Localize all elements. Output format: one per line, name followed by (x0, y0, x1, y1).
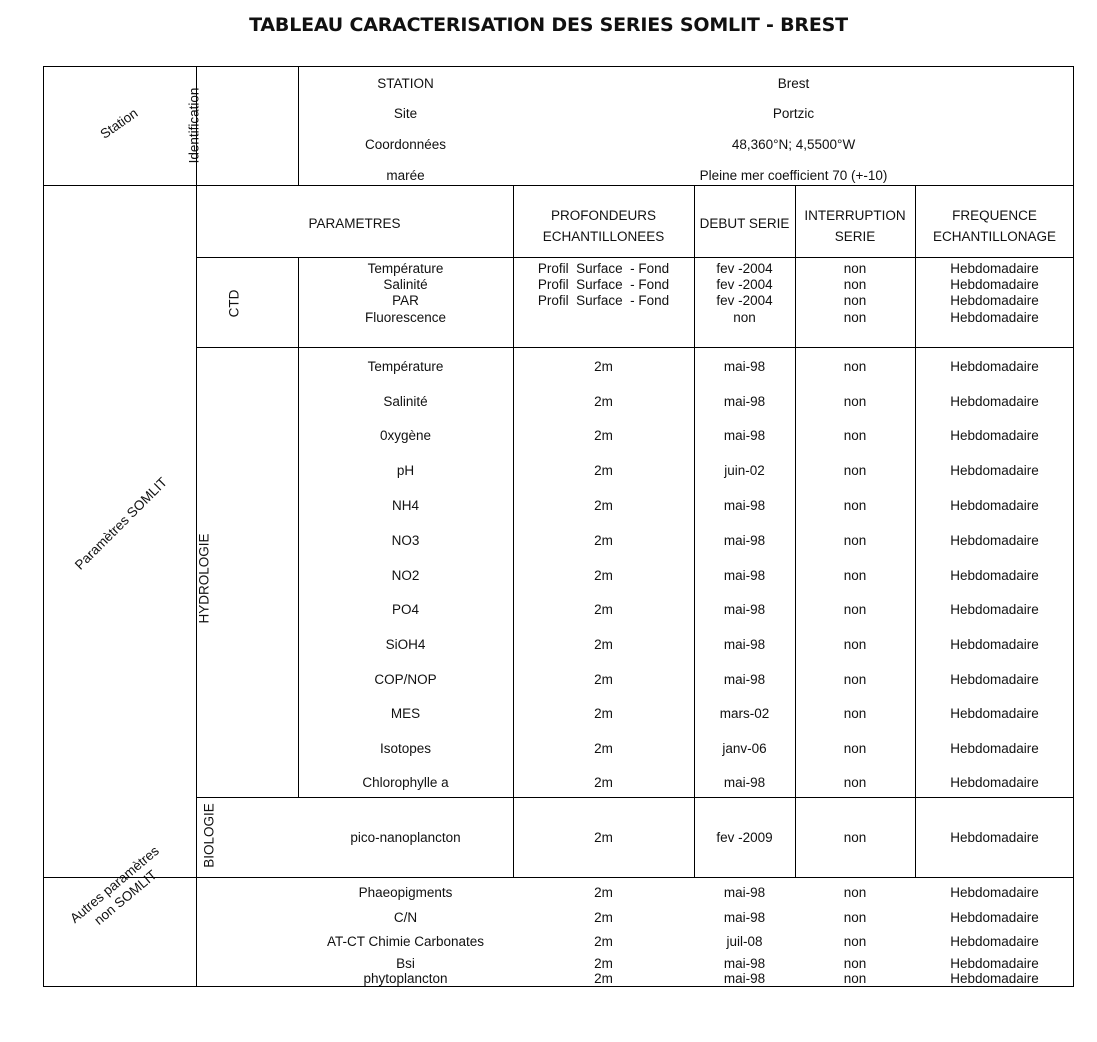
interruption-cell: non (843, 359, 867, 374)
interruption-cell: non (843, 394, 867, 409)
interruption-cell: non (843, 498, 867, 513)
depth-cell: 2m (594, 956, 613, 971)
rule (1073, 66, 1074, 987)
parameter-cell: NO2 (391, 568, 420, 583)
depth-cell: Profil Surface - Fond (537, 277, 670, 292)
parameter-cell: PAR (392, 293, 419, 308)
identification-label: STATION (377, 76, 434, 91)
parameter-cell: COP/NOP (374, 672, 437, 687)
depth-cell: 2m (594, 568, 613, 583)
identification-value: Portzic (772, 106, 815, 121)
interruption-cell: non (843, 277, 867, 292)
interruption-cell: non (843, 533, 867, 548)
start-cell: mai-98 (723, 971, 766, 986)
header-parametres: PARAMETRES (308, 216, 401, 231)
rule (694, 185, 695, 877)
group-label-autres-parametres: Autres paramètres non SOMLIT (67, 843, 162, 928)
parameter-cell: SiOH4 (385, 637, 426, 652)
depth-cell: 2m (594, 637, 613, 652)
start-cell: mai-98 (723, 428, 766, 443)
parameter-cell: pico-nanoplancton (350, 830, 461, 845)
rule (298, 66, 299, 186)
rule (196, 257, 1074, 258)
parameter-cell: Phaeopigments (358, 885, 453, 900)
depth-cell: 2m (594, 602, 613, 617)
depth-cell: Profil Surface - Fond (537, 261, 670, 276)
interruption-cell: non (843, 463, 867, 478)
frequency-cell: Hebdomadaire (950, 672, 1039, 687)
rule (43, 185, 1074, 186)
group-label-parametres-somlit: Paramètres SOMLIT (71, 474, 171, 573)
start-cell: mai-98 (723, 885, 766, 900)
start-cell: mai-98 (723, 498, 766, 513)
frequency-cell: Hebdomadaire (950, 463, 1039, 478)
parameter-cell: NH4 (391, 498, 419, 513)
depth-cell: 2m (594, 910, 613, 925)
identification-value: Brest (777, 76, 810, 91)
start-cell: janv-06 (722, 741, 767, 756)
frequency-cell: Hebdomadaire (950, 293, 1039, 308)
depth-cell: 2m (594, 934, 613, 949)
interruption-cell: non (843, 568, 867, 583)
frequency-cell: Hebdomadaire (950, 885, 1039, 900)
characterisation-table (43, 66, 1074, 987)
parameter-cell: Bsi (396, 956, 415, 971)
start-cell: mai-98 (723, 533, 766, 548)
interruption-cell: non (843, 956, 867, 971)
rule (43, 877, 1074, 878)
start-cell: mai-98 (723, 956, 766, 971)
start-cell: mai-98 (723, 672, 766, 687)
rule (915, 185, 916, 877)
subgroup-label-hydrologie: HYDROLOGIE (196, 533, 212, 624)
parameter-cell: phytoplancton (363, 971, 448, 986)
start-cell: fev -2004 (716, 277, 773, 292)
start-cell: juil-08 (726, 934, 763, 949)
depth-cell: 2m (594, 706, 613, 721)
interruption-cell: non (843, 971, 867, 986)
depth-cell: 2m (594, 672, 613, 687)
depth-cell: 2m (594, 428, 613, 443)
start-cell: fev -2009 (716, 830, 773, 845)
rule (196, 347, 1074, 348)
subgroup-label-identification: Identification (186, 87, 202, 164)
rule (795, 185, 796, 877)
frequency-cell: Hebdomadaire (950, 637, 1039, 652)
start-cell: fev -2004 (716, 293, 773, 308)
frequency-cell: Hebdomadaire (950, 568, 1039, 583)
rule (196, 66, 197, 987)
frequency-cell: Hebdomadaire (950, 533, 1039, 548)
parameter-cell: 0xygène (379, 428, 432, 443)
start-cell: juin-02 (724, 463, 765, 478)
interruption-cell: non (843, 934, 867, 949)
interruption-cell: non (843, 293, 867, 308)
frequency-cell: Hebdomadaire (950, 934, 1039, 949)
interruption-cell: non (843, 637, 867, 652)
identification-label: Coordonnées (364, 137, 447, 152)
start-cell: mai-98 (723, 775, 766, 790)
interruption-cell: non (843, 428, 867, 443)
frequency-cell: Hebdomadaire (950, 277, 1039, 292)
parameter-cell: Température (367, 359, 444, 374)
identification-label: Site (393, 106, 418, 121)
rule (513, 185, 514, 877)
frequency-cell: Hebdomadaire (950, 359, 1039, 374)
frequency-cell: Hebdomadaire (950, 956, 1039, 971)
rule (43, 66, 1074, 67)
parameter-cell: Fluorescence (364, 310, 447, 325)
depth-cell: 2m (594, 775, 613, 790)
depth-cell: 2m (594, 359, 613, 374)
subgroup-label-biologie: BIOLOGIE (201, 803, 217, 868)
parameter-cell: AT-CT Chimie Carbonates (326, 934, 485, 949)
interruption-cell: non (843, 775, 867, 790)
frequency-cell: Hebdomadaire (950, 775, 1039, 790)
start-cell: mai-98 (723, 637, 766, 652)
frequency-cell: Hebdomadaire (950, 428, 1039, 443)
depth-cell: 2m (594, 498, 613, 513)
depth-cell: 2m (594, 533, 613, 548)
frequency-cell: Hebdomadaire (950, 706, 1039, 721)
frequency-cell: Hebdomadaire (950, 830, 1039, 845)
identification-label: marée (386, 168, 425, 183)
start-cell: mai-98 (723, 394, 766, 409)
parameter-cell: Salinité (383, 277, 428, 292)
frequency-cell: Hebdomadaire (950, 602, 1039, 617)
frequency-cell: Hebdomadaire (950, 910, 1039, 925)
rule (196, 797, 1074, 798)
parameter-cell: Isotopes (379, 741, 432, 756)
frequency-cell: Hebdomadaire (950, 261, 1039, 276)
depth-cell: 2m (594, 830, 613, 845)
rule (43, 986, 1074, 987)
rule (298, 257, 299, 797)
interruption-cell: non (843, 830, 867, 845)
depth-cell: 2m (594, 971, 613, 986)
subgroup-label-ctd: CTD (226, 289, 242, 318)
interruption-cell: non (843, 672, 867, 687)
parameter-cell: C/N (393, 910, 418, 925)
rule (43, 66, 44, 987)
start-cell: mai-98 (723, 910, 766, 925)
depth-cell: 2m (594, 885, 613, 900)
page-title: TABLEAU CARACTERISATION DES SERIES SOMLIT - BREST (249, 14, 848, 36)
depth-cell: Profil Surface - Fond (537, 293, 670, 308)
start-cell: mai-98 (723, 568, 766, 583)
start-cell: mai-98 (723, 602, 766, 617)
frequency-cell: Hebdomadaire (950, 310, 1039, 325)
parameter-cell: NO3 (391, 533, 420, 548)
start-cell: non (733, 310, 756, 325)
interruption-cell: non (843, 706, 867, 721)
header-frequence: FREQUENCE ECHANTILLONAGE (932, 208, 1057, 244)
interruption-cell: non (843, 602, 867, 617)
start-cell: mai-98 (723, 359, 766, 374)
frequency-cell: Hebdomadaire (950, 971, 1039, 986)
parameter-cell: Chlorophylle a (362, 775, 449, 790)
frequency-cell: Hebdomadaire (950, 498, 1039, 513)
depth-cell: 2m (594, 394, 613, 409)
start-cell: mars-02 (719, 706, 770, 721)
group-label-station: Station (97, 105, 141, 142)
parameter-cell: MES (390, 706, 421, 721)
parameter-cell: PO4 (391, 602, 419, 617)
interruption-cell: non (843, 261, 867, 276)
frequency-cell: Hebdomadaire (950, 741, 1039, 756)
identification-value: 48,360°N; 4,5500°W (731, 137, 856, 152)
interruption-cell: non (843, 910, 867, 925)
interruption-cell: non (843, 741, 867, 756)
depth-cell: 2m (594, 741, 613, 756)
identification-value: Pleine mer coefficient 70 (+-10) (699, 168, 888, 183)
header-debut-serie: DEBUT SERIE (699, 216, 790, 231)
header-interruption: INTERRUPTION SERIE (804, 208, 906, 244)
frequency-cell: Hebdomadaire (950, 394, 1039, 409)
parameter-cell: Salinité (383, 394, 428, 409)
start-cell: fev -2004 (716, 261, 773, 276)
interruption-cell: non (843, 310, 867, 325)
parameter-cell: Température (367, 261, 444, 276)
interruption-cell: non (843, 885, 867, 900)
depth-cell: 2m (594, 463, 613, 478)
parameter-cell: pH (396, 463, 415, 478)
header-profondeurs: PROFONDEURS ECHANTILLONEES (542, 208, 665, 244)
